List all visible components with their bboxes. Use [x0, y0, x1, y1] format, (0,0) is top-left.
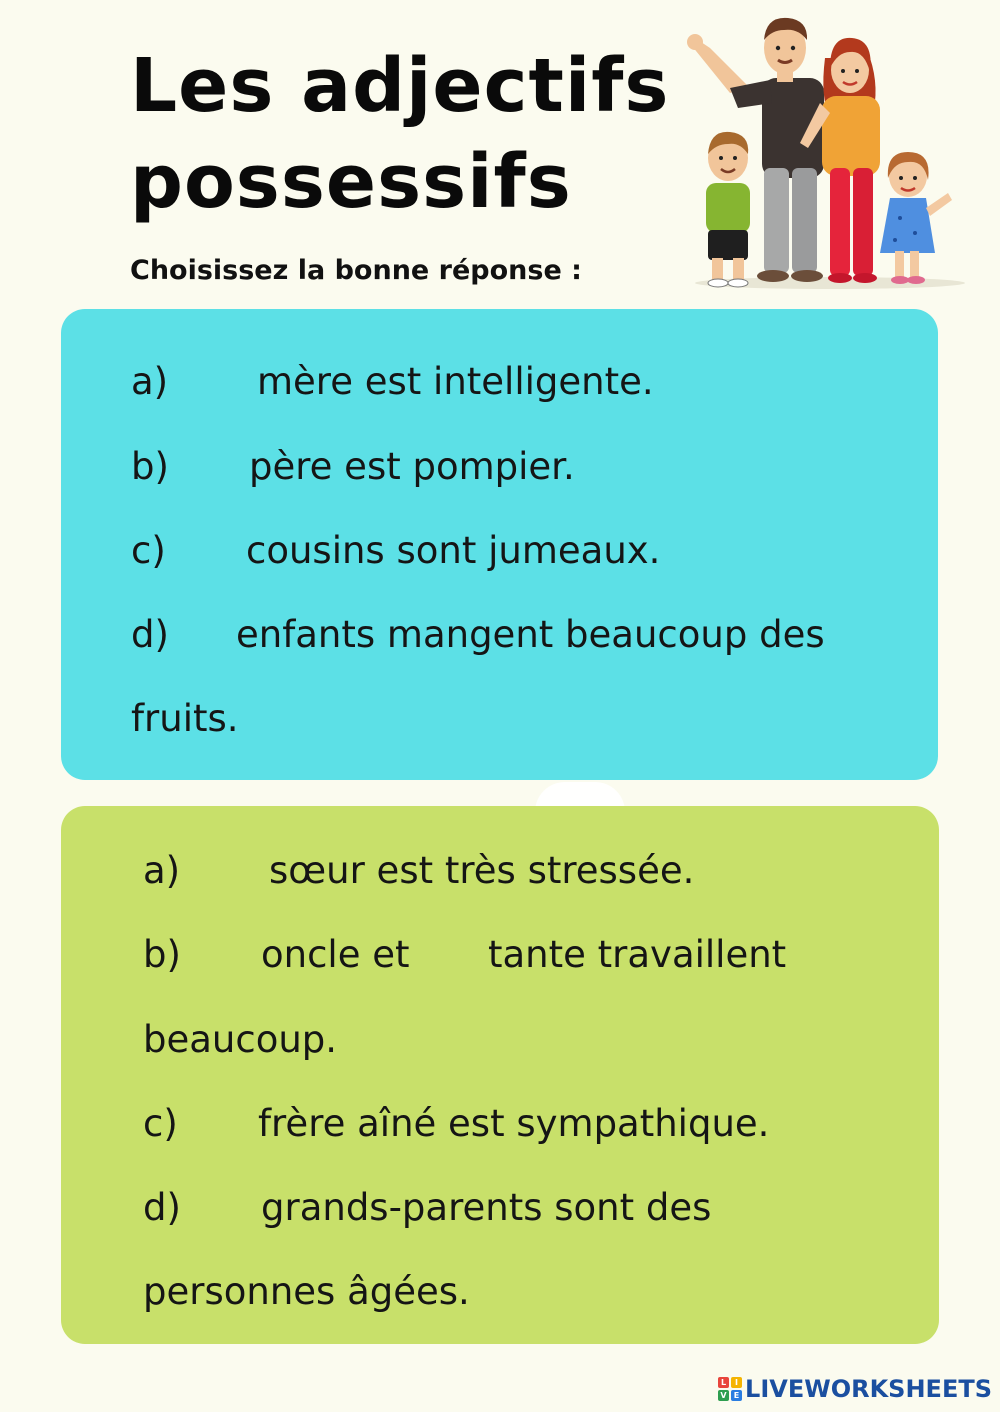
item-text: frère aîné est sympathique.	[258, 1102, 770, 1145]
item-text: père est pompier.	[249, 445, 575, 488]
item-label: b)	[131, 445, 169, 488]
family-illustration-icon	[680, 8, 970, 298]
item-label: d)	[143, 1186, 181, 1229]
item-label: d)	[131, 613, 169, 656]
logo-mark-icon: L I V E	[718, 1377, 742, 1401]
item-label: b)	[143, 933, 181, 976]
title-line-1: Les adjectifs	[130, 43, 670, 129]
item-label: c)	[143, 1102, 178, 1145]
item-text: mère est intelligente.	[257, 360, 654, 403]
item-text: grands-parents sont des	[261, 1186, 712, 1229]
father-figure-icon	[687, 18, 824, 282]
item-text: oncle et	[261, 933, 410, 976]
item-text: sœur est très stressée.	[269, 849, 695, 892]
item-label: c)	[131, 529, 166, 572]
page-title	[130, 38, 669, 230]
exercise-box-1	[61, 309, 938, 780]
boy-figure-icon	[706, 132, 750, 287]
girl-figure-icon	[880, 152, 952, 284]
instruction-text: Choisissez la bonne réponse :	[130, 255, 582, 286]
logo-text: LIVEWORKSHEETS	[745, 1375, 992, 1403]
exercise-2-item-b-continuation: beaucoup.	[143, 1018, 338, 1061]
title-line-2: possessifs	[130, 139, 572, 225]
exercise-box-2	[61, 806, 939, 1344]
item-text: cousins sont jumeaux.	[246, 529, 661, 572]
item-label: a)	[143, 849, 181, 892]
item-text: enfants mangent beaucoup des	[236, 613, 825, 656]
liveworksheets-logo[interactable]	[718, 1374, 992, 1404]
item-label: a)	[131, 360, 169, 403]
exercise-2-item-d-continuation: personnes âgées.	[143, 1270, 470, 1313]
item-text-2: tante travaillent	[488, 933, 787, 976]
exercise-1-item-d-continuation: fruits.	[131, 697, 239, 740]
